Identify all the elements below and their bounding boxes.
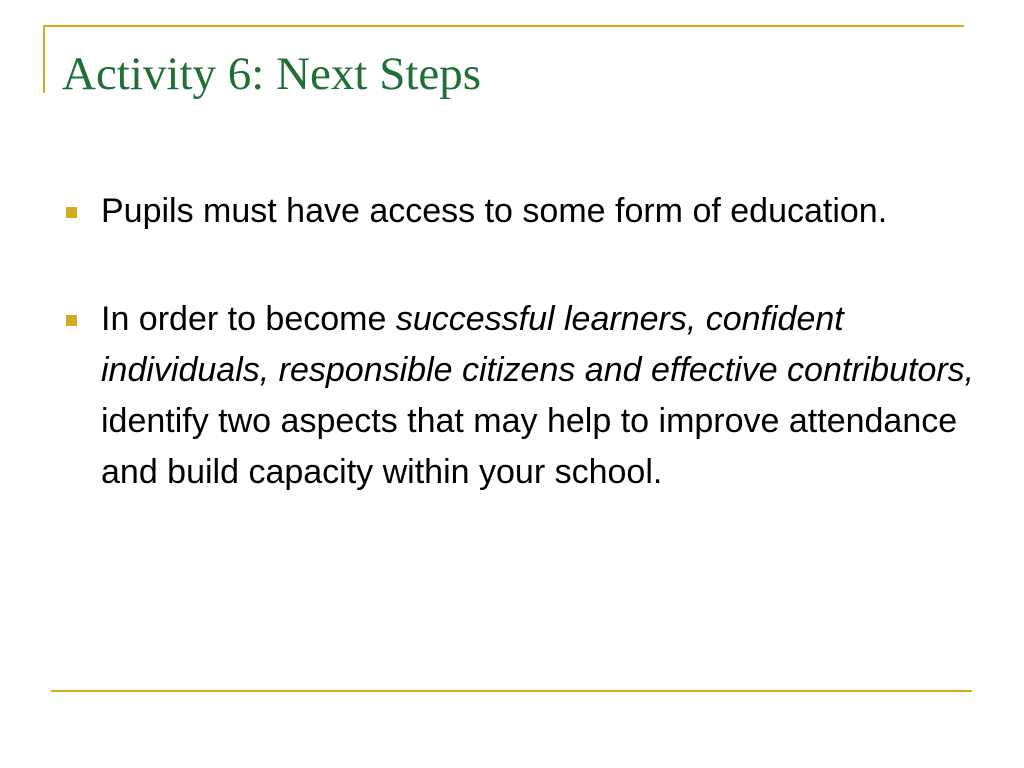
title-frame-top-rule [43,25,964,27]
bullet-item-capacity [62,294,982,498]
bullet-item-access [62,186,982,237]
bullet-text [101,300,974,491]
bullet-text: Pupils must have access to some form of education. [101,192,888,230]
slide-title: Activity 6: Next Steps [62,48,482,100]
bullet-rest-text: identify two aspects that may help to improve attendance and build capacity within your school. [101,402,958,491]
bullet-lead-text: In order to become [101,300,396,338]
square-bullet-icon [66,315,77,326]
bullet-list [62,186,982,498]
bullet-emphasis-text: successful learners, confident individuals, responsible citizens and effective contributors, [101,300,975,389]
footer-divider [51,690,972,692]
title-frame-left-rule [43,25,45,93]
square-bullet-icon [66,207,77,218]
